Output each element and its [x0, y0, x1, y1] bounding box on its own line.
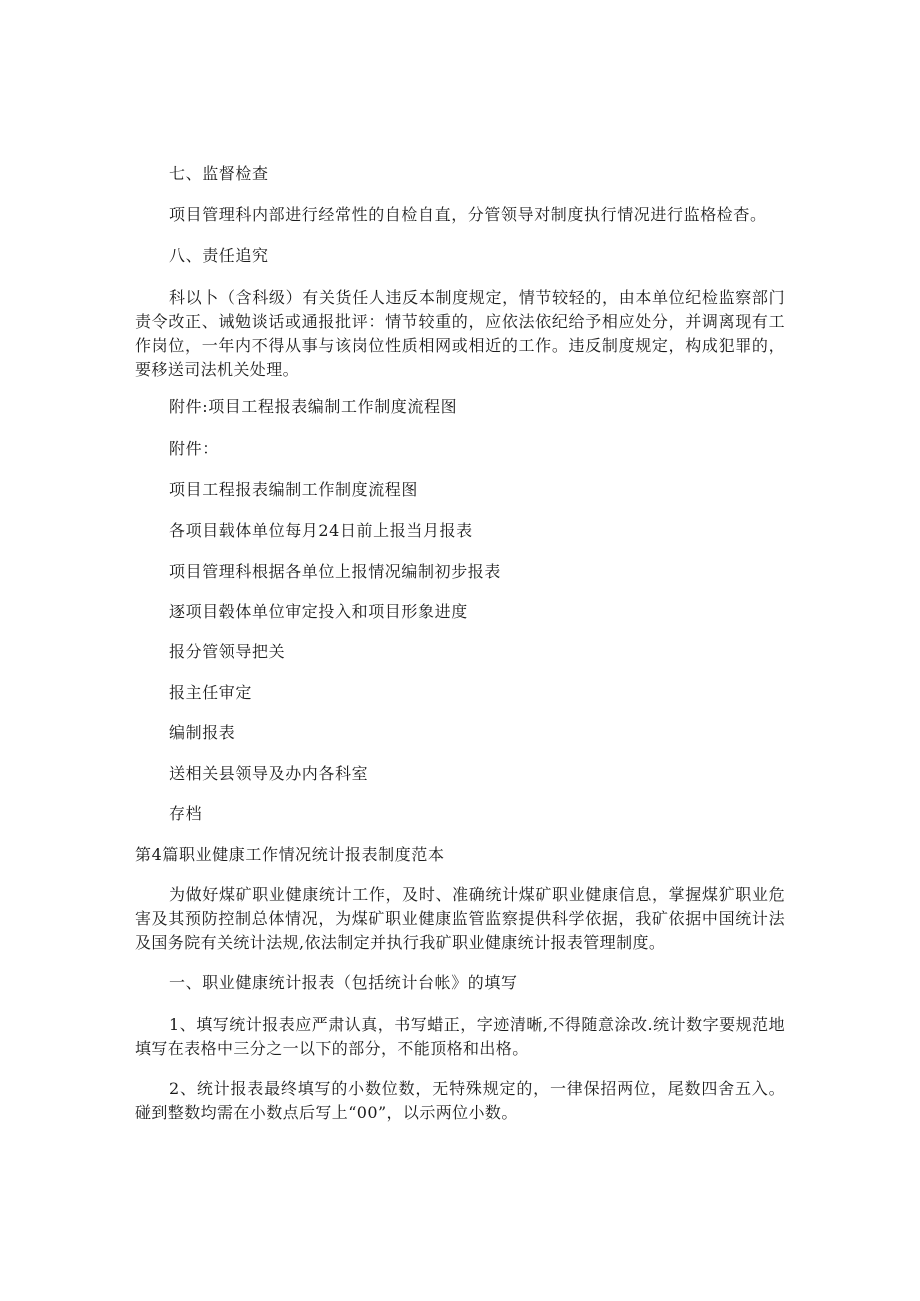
flow-step: 报主任审定 [169, 683, 253, 702]
section-heading-supervision: 七、监督检查 [169, 164, 269, 183]
flow-step: 存档 [169, 804, 203, 823]
flow-step: 各项目载体单位每月24日前上报当月报表 [169, 521, 473, 540]
chapter-intro: 为做好煤矿职业健康统计工作，及时、准确统计煤矿职业健康信息，掌握煤犷职业危害及其预防控制总体情况，为煤矿职业健康监管监察提供科学依据，我矿依据中国统计法及国务院有关统计法规,依法制定并执行我矿职业健康统计报表管理制度。 [135, 885, 785, 952]
flow-step: 逐项目毂体单位审定投入和项目形象进度 [169, 602, 468, 621]
section-body-accountability: 科以卜（含科级）有关货任人违反本制度规定，情节较轻的，由本单位纪检监察部门责令改正、诫勉谈话或通报批评：情节较重的，应依法依纪给予相应处分，并调离现有工作岗位，一年内不得从事与该岗位性质相网或相近的工作。违反制度规定，构成犯罪的，要移送司法机关处理。 [135, 288, 785, 379]
rule-item: 1、填写统计报表应严肃认真，书写蜡正，字迹清晰,不得随意涂改.统计数字要规范地填写在表格中三分之一以下的部分，不能顶格和出格。 [135, 1015, 785, 1058]
part-heading-reports: 一、职业健康统计报表（包括统计台帐》的填写 [169, 973, 518, 992]
flow-step: 项目管理科根据各单位上报情况编制初步报表 [169, 562, 502, 581]
section-body-supervision: 项目管理科内部进行经常性的自检自直，分管领导对制度执行情况进行监格检杳。 [169, 205, 767, 224]
flow-step: 送相关县领导及办内各科室 [169, 764, 369, 783]
flow-step: 编制报表 [169, 723, 236, 742]
section-heading-accountability: 八、责任追究 [169, 246, 269, 265]
attachment-label: 附件： [169, 439, 219, 458]
rule-item: 2、统计报表最终填写的小数位数，无特殊规定的，一律保招两位，尾数四舍五入。碰到整数均需在小数点后写上“00”，以示两位小数。 [135, 1079, 785, 1122]
flowchart-title: 项目工程报表编制工作制度流程图 [169, 480, 419, 499]
attachment-reference: 附件:项目工程报表编制工作制度流程图 [169, 397, 458, 416]
chapter-title: 第4篇职业健康工作情况统计报表制度范本 [135, 845, 445, 864]
flow-step: 报分管领导把关 [169, 642, 286, 661]
